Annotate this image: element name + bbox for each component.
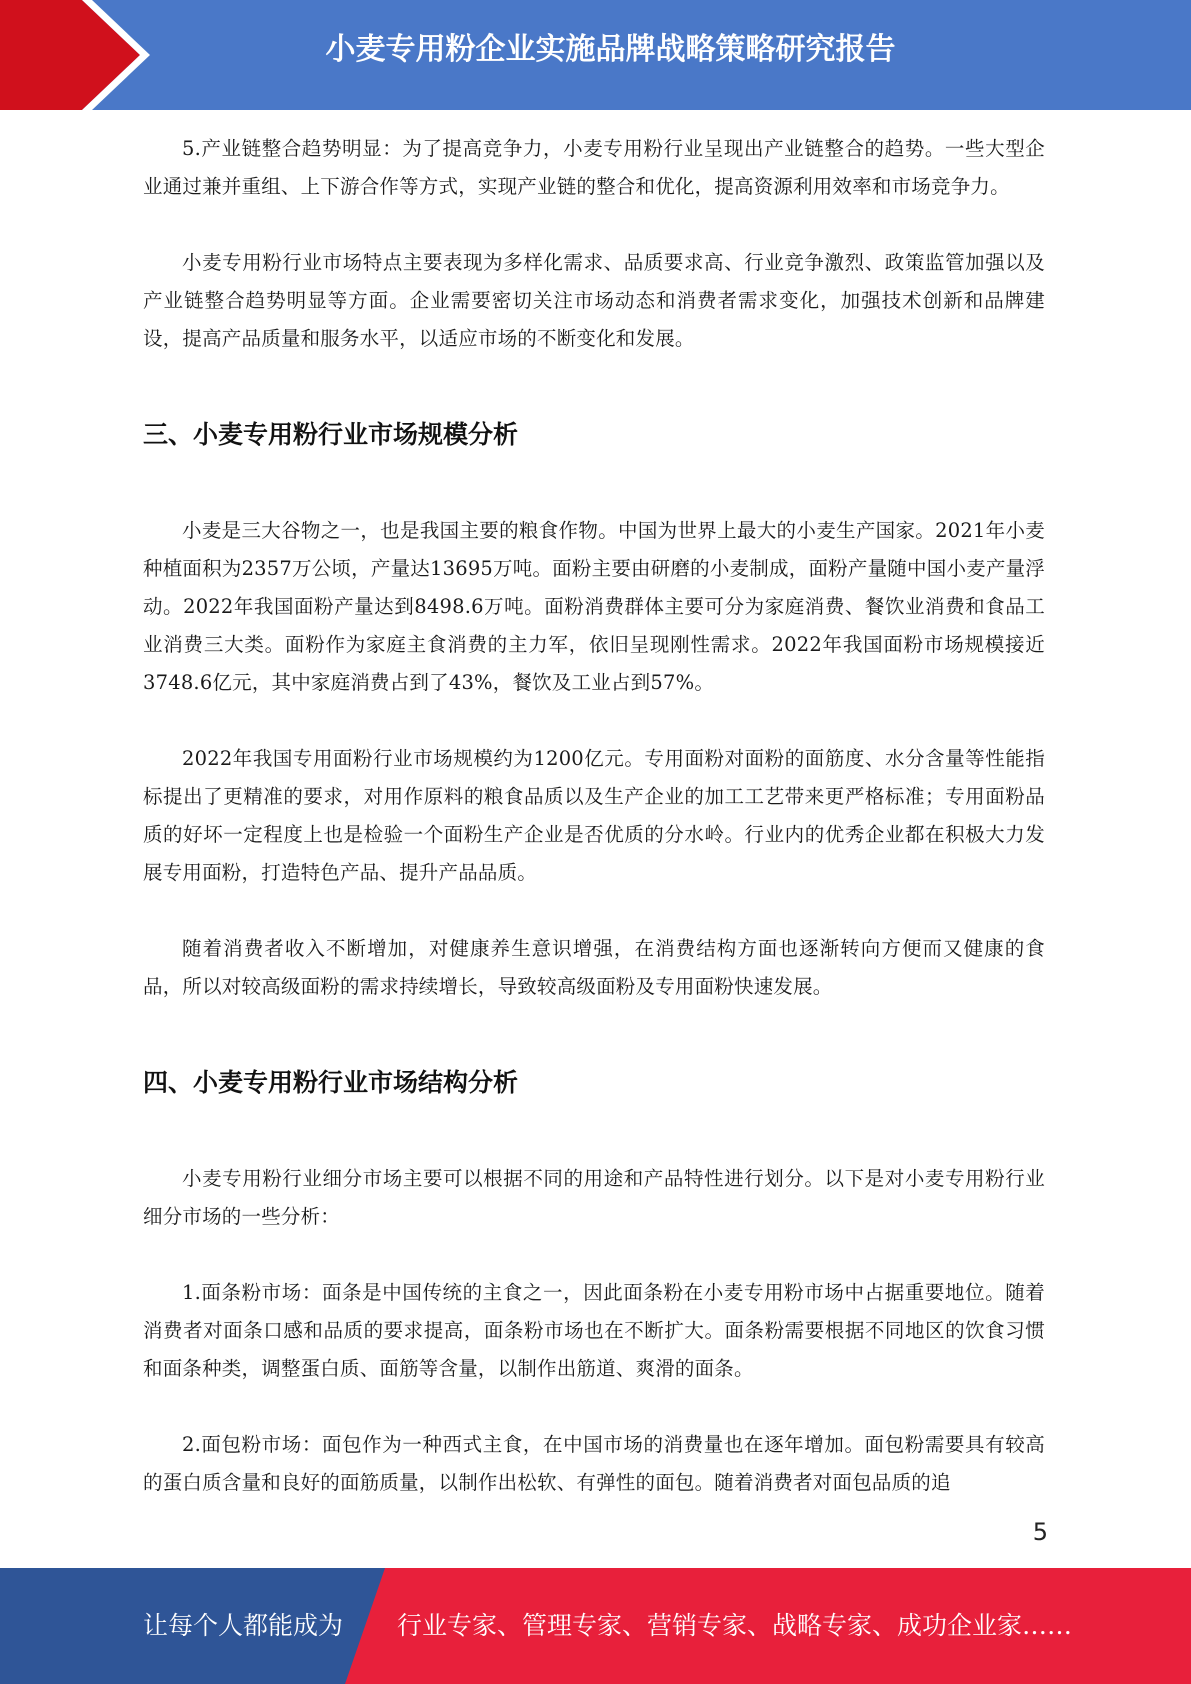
paragraph: 2.面包粉市场：面包作为一种西式主食，在中国市场的消费量也在逐年增加。面包粉需要具有较高的蛋白质含量和良好的面筋质量，以制作出松软、有弹性的面包。随着消费者对面包品质的追 xyxy=(143,1433,1045,1494)
paragraph: 小麦专用粉行业细分市场主要可以根据不同的用途和产品特性进行划分。以下是对小麦专用粉行业细分市场的一些分析： xyxy=(143,1167,1045,1228)
header-chevron-decoration xyxy=(0,0,160,110)
paragraph: 小麦专用粉行业市场特点主要表现为多样化需求、品质要求高、行业竞争激烈、政策监管加强以及产业链整合趋势明显等方面。企业需要密切关注市场动态和消费者需求变化，加强技术创新和品牌建设，提高产品质量和服务水平，以适应市场的不断变化和发展。 xyxy=(143,251,1045,350)
page-footer xyxy=(0,1568,1191,1684)
footer-slogan-right: 行业专家、管理专家、营销专家、战略专家、成功企业家…… xyxy=(397,1611,1073,1640)
document-body xyxy=(143,130,1045,1502)
paragraph: 2022年我国专用面粉行业市场规模约为1200亿元。专用面粉对面粉的面筋度、水分含量等性能指标提出了更精准的要求，对用作原料的粮食品质以及生产企业的加工工艺带来更严格标准；专用面粉品质的好坏一定程度上也是检验一个面粉生产企业是否优质的分水岭。行业内的优秀企业都在积极大力发展专用面粉，打造特色产品、提升产品品质。 xyxy=(143,747,1045,884)
paragraph: 1.面条粉市场：面条是中国传统的主食之一，因此面条粉在小麦专用粉市场中占据重要地位。随着消费者对面条口感和品质的要求提高，面条粉市场也在不断扩大。面条粉需要根据不同地区的饮食习惯和面条种类，调整蛋白质、面筋等含量，以制作出筋道、爽滑的面条。 xyxy=(143,1281,1045,1380)
section-heading-market-structure: 四、小麦专用粉行业市场结构分析 xyxy=(143,1068,519,1097)
document-title: 小麦专用粉企业实施品牌战略策略研究报告 xyxy=(325,32,896,67)
page-header xyxy=(0,0,1191,110)
paragraph: 小麦是三大谷物之一，也是我国主要的粮食作物。中国为世界上最大的小麦生产国家。2021年小麦种植面积为2357万公顷，产量达13695万吨。面粉主要由研磨的小麦制成，面粉产量随中国小麦产量浮动。2022年我国面粉产量达到8498.6万吨。面粉消费群体主要可分为家庭消费、餐饮业消费和食品工业消费三大类。面粉作为家庭主食消费的主力军，依旧呈现刚性需求。2022年我国面粉市场规模接近3748.6亿元，其中家庭消费占到了43%，餐饮及工业占到57%。 xyxy=(143,519,1045,694)
page-number: 5 xyxy=(1032,1518,1048,1546)
paragraph: 5.产业链整合趋势明显：为了提高竞争力，小麦专用粉行业呈现出产业链整合的趋势。一些大型企业通过兼并重组、上下游合作等方式，实现产业链的整合和优化，提高资源利用效率和市场竞争力。 xyxy=(143,137,1045,198)
paragraph: 随着消费者收入不断增加，对健康养生意识增强，在消费结构方面也逐渐转向方便而又健康的食品，所以对较高级面粉的需求持续增长，导致较高级面粉及专用面粉快速发展。 xyxy=(143,937,1045,998)
section-heading-market-size: 三、小麦专用粉行业市场规模分析 xyxy=(143,420,519,449)
footer-slogan-left: 让每个人都能成为 xyxy=(143,1611,344,1640)
